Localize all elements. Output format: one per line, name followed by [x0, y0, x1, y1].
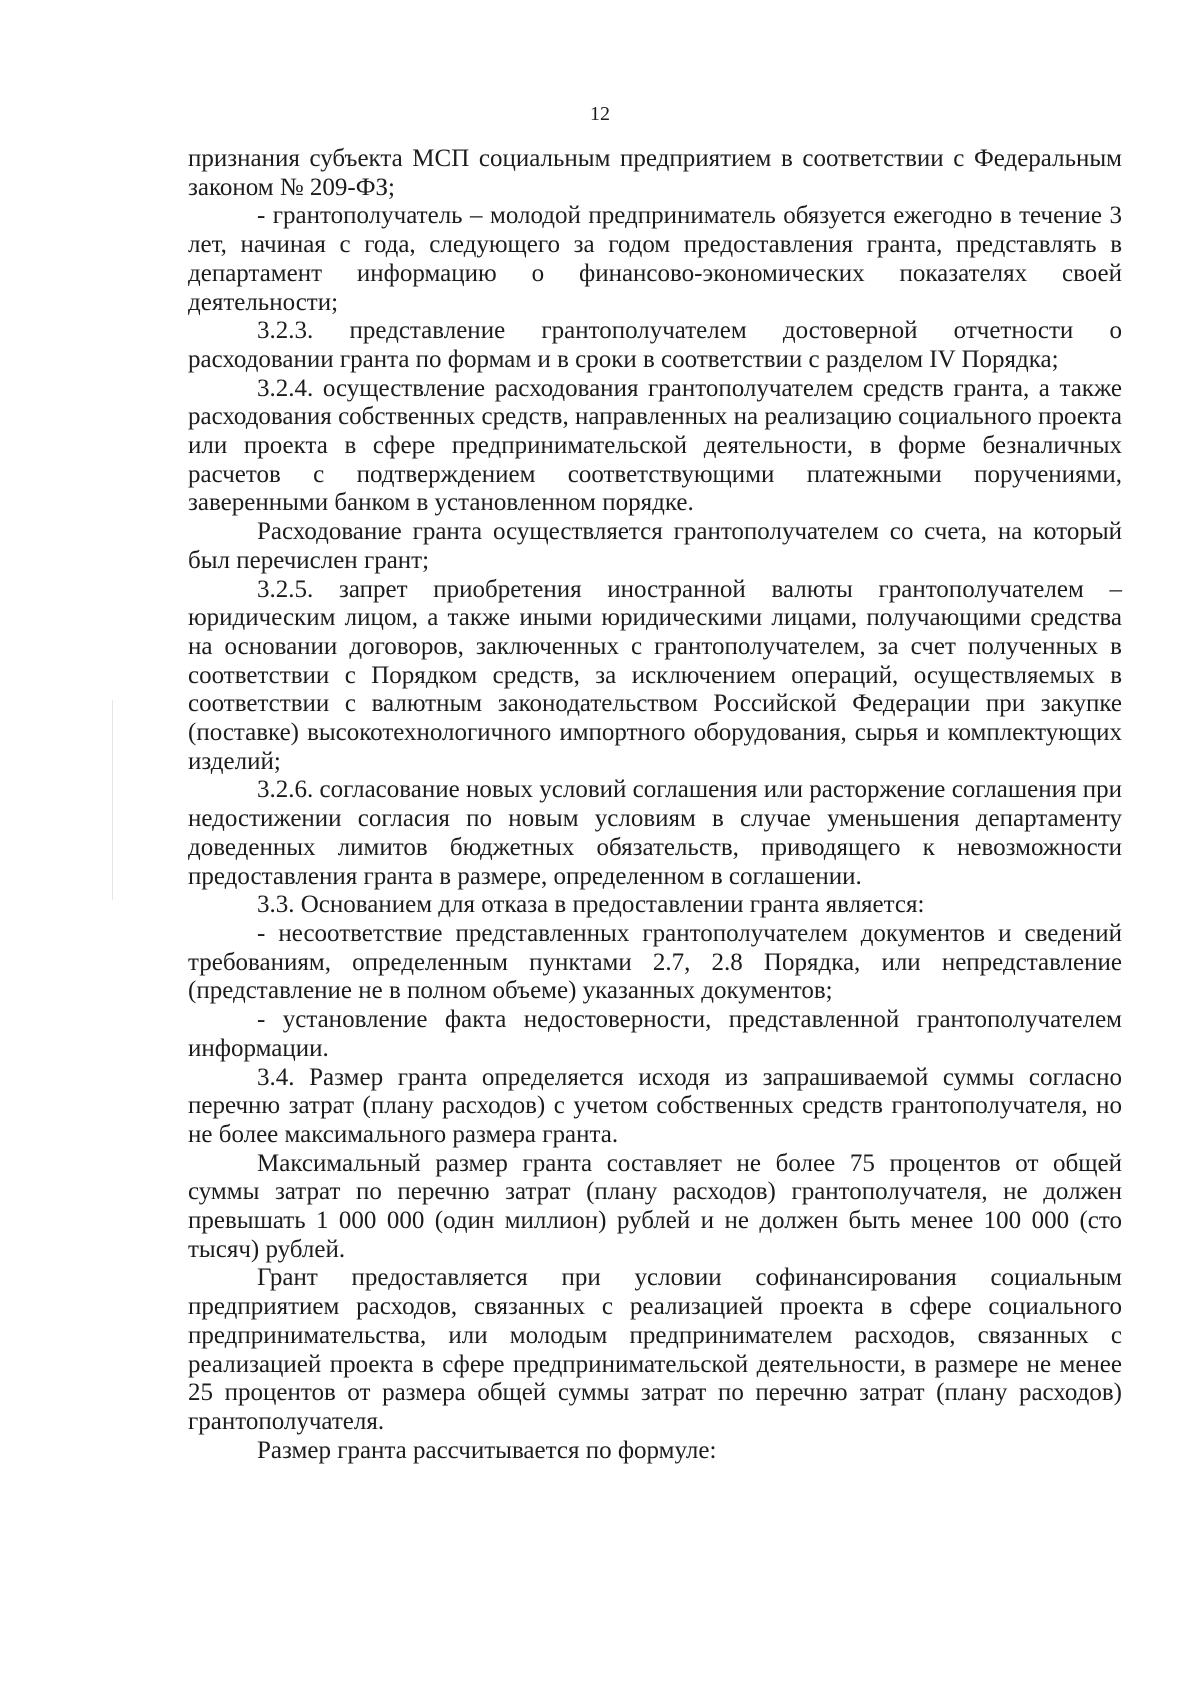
paragraph-grant-spending-account: Расходование гранта осуществляется грантополучателем со счета, на который был перечислен грант; — [188, 518, 1122, 574]
scan-edge-mark — [112, 700, 113, 900]
paragraph-3-2-3: 3.2.3. представление грантополучателем достоверной отчетности о расходовании гранта по формам и в сроки в соответствии с разделом IV Порядка; — [188, 317, 1122, 373]
paragraph-3-2-6: 3.2.6. согласование новых условий соглашения или расторжение соглашения при недостижении согласия по новым условиям в случае уменьшения департаменту доведенных лимитов бюджетных обязательств, приводящего к невозможности предоставления гранта в размере, определенном в соглашении. — [188, 776, 1122, 890]
paragraph-continuation: признания субъекта МСП социальным предприятием в соответствии с Федеральным законом № 209-ФЗ; — [188, 145, 1122, 201]
paragraph-3-2-4: 3.2.4. осуществление расходования грантополучателем средств гранта, а также расходования собственных средств, направленных на реализацию социального проекта или проекта в сфере предпринимательской деятельности, в форме безналичных расчетов с подтверждением соответствующими платежными поручениями, заверенными банком в установленном порядке. — [188, 374, 1122, 517]
paragraph-refusal-reason-1: - несоответствие представленных грантополучателем документов и сведений требованиям, определенным пунктами 2.7, 2.8 Порядка, или непредставление (представление не в полном объеме) указанных документов; — [188, 919, 1122, 1005]
page-number: 12 — [590, 103, 610, 125]
paragraph-max-grant-size: Максимальный размер гранта составляет не более 75 процентов от общей суммы затрат по перечню затрат (плану расходов) грантополучателя, не должен превышать 1 000 000 (один миллион) рублей и не должен быть менее 100 000 (сто тысяч) рублей. — [188, 1149, 1122, 1263]
document-body — [188, 145, 1122, 1465]
paragraph-young-entrepreneur-obligation: - грантополучатель – молодой предприниматель обязуется ежегодно в течение 3 лет, начиная с года, следующего за годом предоставления гранта, представлять в департамент информацию о финансово-экономических показателях своей деятельности; — [188, 202, 1122, 316]
paragraph-3-4: 3.4. Размер гранта определяется исходя из запрашиваемой суммы согласно перечню затрат (плану расходов) с учетом собственных средств грантополучателя, но не более максимального размера гранта. — [188, 1063, 1122, 1148]
paragraph-formula-intro: Размер гранта рассчитывается по формуле: — [257, 1436, 717, 1464]
paragraph-3-3: 3.3. Основанием для отказа в предоставлении гранта является: — [257, 891, 925, 919]
paragraph-3-2-5: 3.2.5. запрет приобретения иностранной валюты грантополучателем – юридическим лицом, а также иными юридическими лицами, получающими средства на основании договоров, заключенных с грантополучателем, за счет полученных в соответствии с Порядком средств, за исключением операций, осуществляемых в соответствии с валютным законодательством Российской Федерации при закупке (поставке) высокотехнологичного импортного оборудования, сырья и комплектующих изделий; — [188, 575, 1122, 775]
paragraph-cofinancing-condition: Грант предоставляется при условии софинансирования социальным предприятием расходов, связанных с реализацией проекта в сфере социального предпринимательства, или молодым предпринимателем расходов, связанных с реализацией проекта в сфере предпринимательской деятельности, в размере не менее 25 процентов от размера общей суммы затрат по перечню затрат (плану расходов) грантополучателя. — [188, 1264, 1122, 1435]
paragraph-refusal-reason-2: - установление факта недостоверности, представленной грантополучателем информации. — [188, 1006, 1122, 1062]
